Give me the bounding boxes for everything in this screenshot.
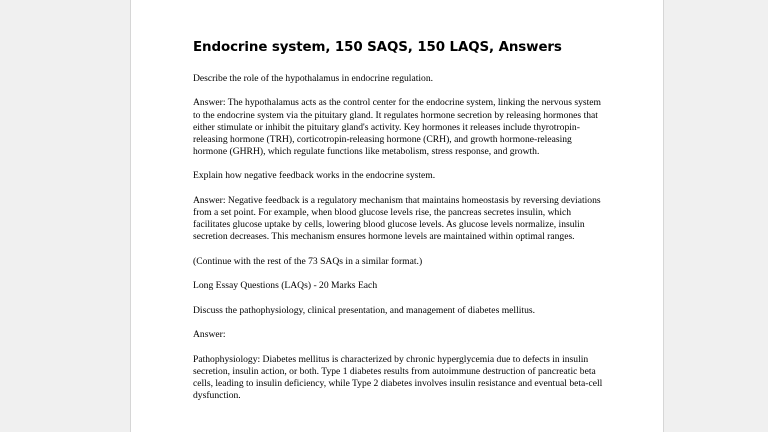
document-body <box>193 40 605 414</box>
document-title: Endocrine system, 150 SAQS, 150 LAQS, Answers <box>193 40 562 55</box>
answer-1: Answer: The hypothalamus acts as the control center for the endocrine system, linking the nervous system to the endocrine system via the pituitary gland. It regulates hormone secretion by releasing hormones that either stimulate or inhibit the pituitary gland's activity. Key hormones it releases include thyrotropin-releasing hormone (TRH), corticotropin-releasing hormone (CRH), and growth hormone-releasing hormone (GHRH), which regulate functions like metabolism, stress response, and growth. <box>193 97 601 157</box>
question-laq-1: Discuss the pathophysiology, clinical presentation, and management of diabetes mellitus. <box>193 304 536 316</box>
question-2: Explain how negative feedback works in the endocrine system. <box>193 170 436 182</box>
answer-label: Answer: <box>193 329 226 341</box>
pathophysiology-paragraph: Pathophysiology: Diabetes mellitus is characterized by chronic hyperglycemia due to defects in insulin secretion, insulin action, or both. Type 1 diabetes results from autoimmune destruction of pancreatic beta cells, leading to insulin deficiency, while Type 2 diabetes involves insulin resistance and eventual beta-cell dysfunction. <box>193 353 603 401</box>
continue-note: (Continue with the rest of the 73 SAQs in a similar format.) <box>193 255 423 267</box>
document-page <box>130 0 664 432</box>
section-heading-laqs: Long Essay Questions (LAQs) - 20 Marks Each <box>193 280 378 292</box>
question-1: Describe the role of the hypothalamus in endocrine regulation. <box>193 73 434 84</box>
answer-2: Answer: Negative feedback is a regulatory mechanism that maintains homeostasis by reversing deviations from a set point. For example, when blood glucose levels rise, the pancreas secretes insulin, which facilitates glucose uptake by cells, lowering blood glucose levels. As glucose levels normalize, insulin secretion decreases. This mechanism ensures hormone levels are maintained within optimal ranges. <box>193 194 601 243</box>
